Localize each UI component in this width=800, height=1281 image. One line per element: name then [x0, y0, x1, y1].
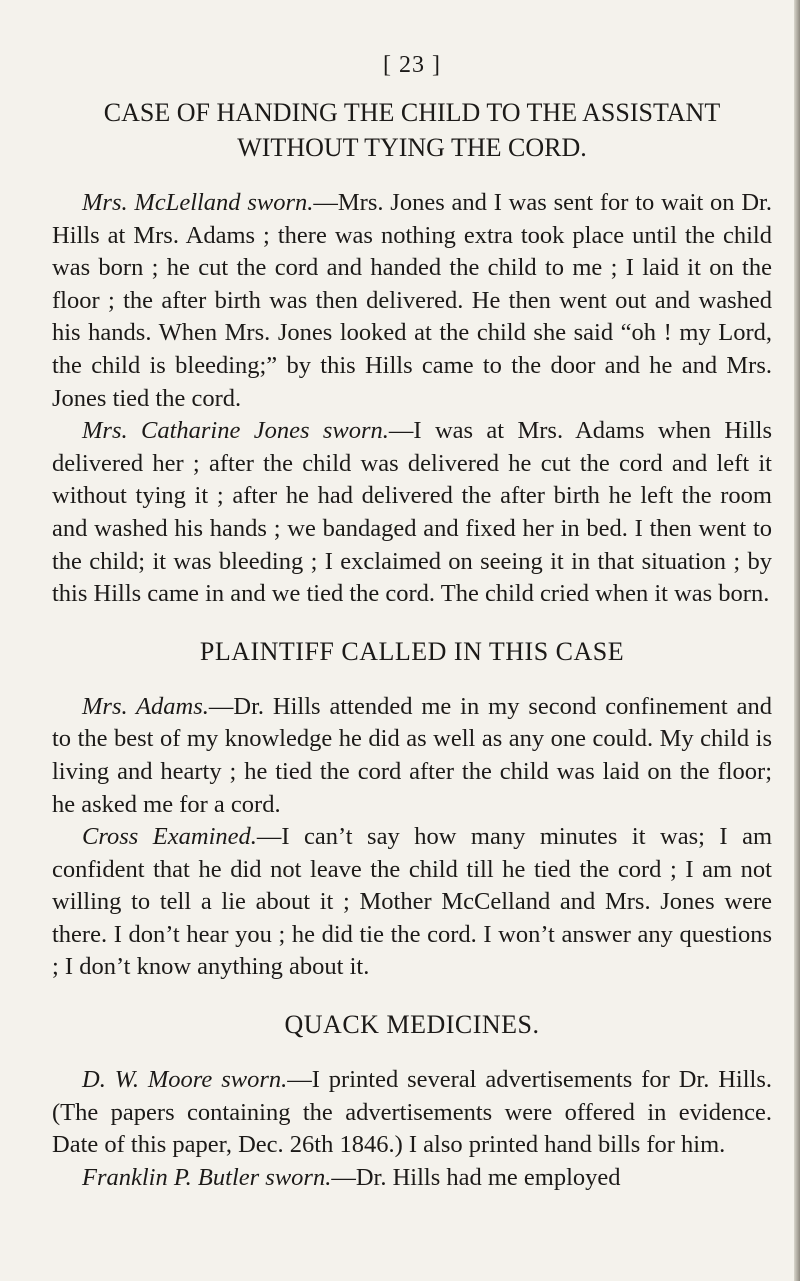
page-number: [ 23 ] — [383, 52, 441, 78]
case-heading: CASE OF HANDING THE CHILD TO THE ASSISTANT WITHOUT TYING THE CORD. — [103, 98, 721, 162]
testimony-catharine-jones — [52, 415, 772, 611]
speaker-mclelland: Mrs. McLelland sworn. — [82, 189, 314, 216]
speaker-cross-examined: Cross Examined. — [82, 823, 257, 851]
section-title-quack-medicines: QUACK MEDICINES. — [284, 1010, 540, 1040]
testimony-moore — [52, 1064, 772, 1162]
statement-cross-examined: —I can’t say how many minutes it was; I am confident that he did not leave the child till he tied the cord ; I am not willing to tell a lie about it ; Mother McCelland and Mrs. Jones were there. I don’t hear you ; he did tie the cord. I won’t answer any questions ; I don’t know anything about it. — [52, 823, 773, 981]
cross-examination — [52, 821, 772, 984]
statement-mclelland: —Mrs. Jones and I was sent for to wait on Dr. Hills at Mrs. Adams ; there was nothing extra took place until the child was born ; he cut the cord and handed the child to me ; I laid it on the floor ; the after birth was then delivered. He then went out and washed his hands. When Mrs. Jones looked at the child she said “oh ! my Lord, the child is bleeding;” by this Hills came to the door and he and Mrs. Jones tied the cord. — [52, 189, 772, 412]
section-title-plaintiff: PLAINTIFF CALLED IN THIS CASE — [199, 636, 625, 666]
statement-catharine-jones: —I was at Mrs. Adams when Hills delivered her ; after the child was delivered he cut the cord and left it without tying it ; after he had delivered the after birth he left the room and washed his hands ; we bandaged and fixed her in bed. I then went to the child; it was bleeding ; I exclaimed on seeing it in that situation ; by this Hills came in and we tied the cord. The child cried when it was born. — [52, 417, 772, 608]
speaker-catharine-jones: Mrs. Catharine Jones sworn. — [82, 417, 389, 445]
statement-butler: —Dr. Hills had me employed — [331, 1163, 621, 1191]
page-edge-shadow — [794, 0, 800, 1281]
statement-adams: —Dr. Hills attended me in my second confinement and to the best of my knowledge he did as well as any one could. My child is living and hearty ; he tied the cord after the child was laid on the floor; he asked me for a cord. — [52, 692, 772, 818]
speaker-butler: Franklin P. Butler sworn. — [82, 1163, 332, 1191]
testimony-butler — [52, 1162, 772, 1195]
speaker-adams: Mrs. Adams. — [82, 692, 209, 720]
speaker-moore: D. W. Moore sworn. — [82, 1066, 288, 1094]
testimony-adams — [52, 691, 772, 821]
testimony-mclelland — [52, 187, 772, 415]
statement-moore: —I printed several advertisements for Dr. Hills. (The papers containing the advertisements were offered in evidence. Date of this paper, Dec. 26th 1846.) I also printed hand bills for him. — [52, 1066, 772, 1159]
